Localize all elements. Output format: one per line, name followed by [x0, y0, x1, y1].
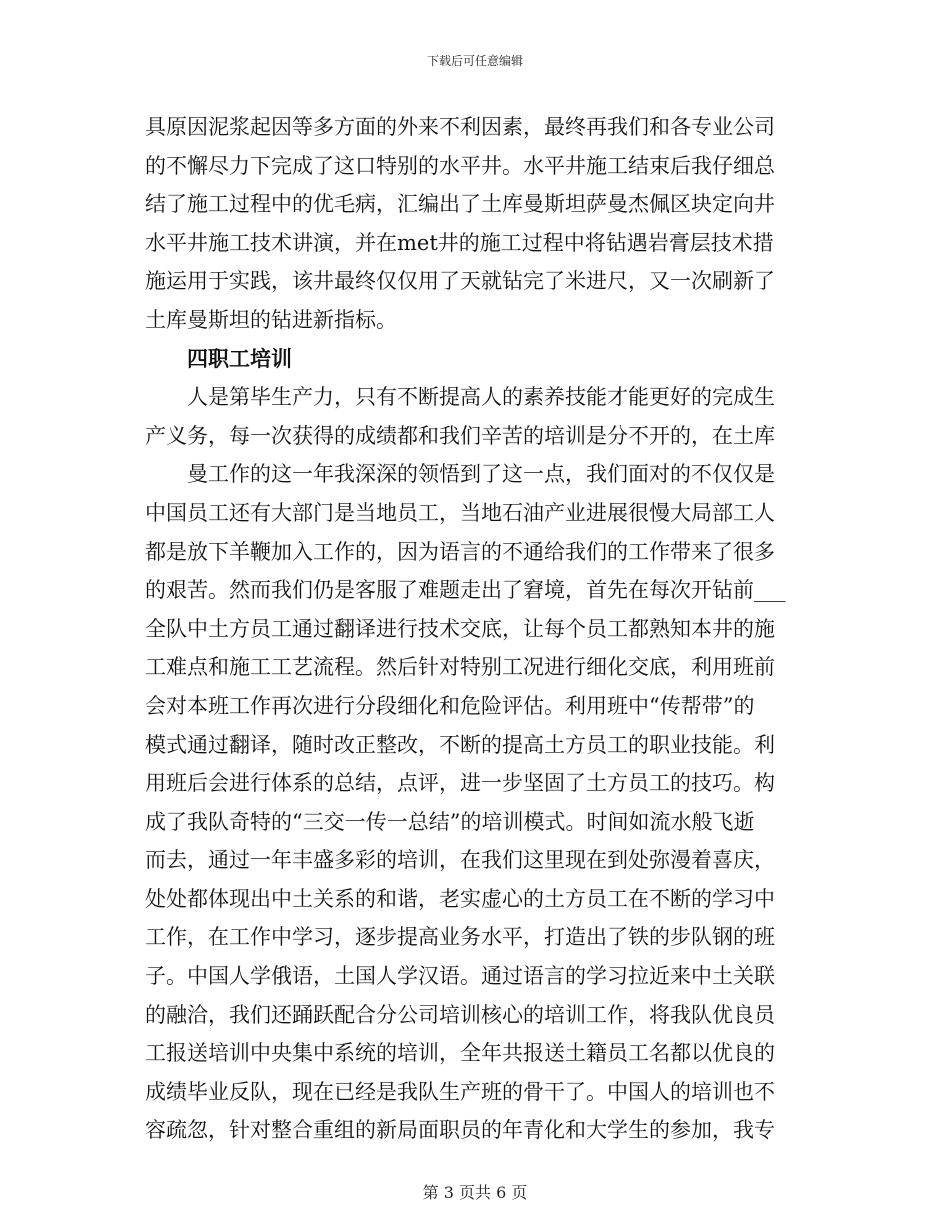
paragraph-line: 而去，通过一年丰盛多彩的培训，在我们这里现在到处弥漫着喜庆，: [145, 848, 775, 873]
paragraph-line: 都是放下羊鞭加入工作的，因为语言的不通给我们的工作带来了很多: [145, 539, 775, 564]
paragraph-line: 具原因泥浆起因等多方面的外来不利因素，最终再我们和各专业公司: [145, 115, 775, 139]
paragraph-line: 子。中国人学俄语，土国人学汉语。通过语言的学习拉近来中土关联: [145, 964, 775, 989]
paragraph-line: 容疏忽，针对整合重组的新局面职员的年青化和大学生的参加，我专: [145, 1118, 775, 1143]
paragraph-line: 曼工作的这一年我深深的领悟到了这一点，我们面对的不仅仅是: [187, 462, 775, 487]
paragraph-line: 水平井施工技术讲演，并在met井的施工过程中将钻遇岩膏层技术措: [145, 230, 774, 255]
paragraph-line: 成了我队奇特的“三交一传一总结”的培训模式。时间如流水般飞逝: [145, 809, 755, 834]
paragraph-line: 中国员工还有大部门是当地员工，当地石油产业进展很慢大局部工人: [145, 500, 775, 525]
paragraph-line: 的艰苦。然而我们仍是客服了难题走出了窘境，首先在每次开钻前___: [145, 578, 786, 603]
paragraph-line: 模式通过翻译，随时改正整改，不断的提高土方员工的职业技能。利: [145, 732, 775, 757]
paragraph-line: 用班后会进行体系的总结，点评，进一步坚固了土方员工的技巧。构: [145, 771, 775, 796]
paragraph-line: 成绩毕业反队，现在已经是我队生产班的骨干了。中国人的培训也不: [145, 1079, 775, 1104]
paragraph-line: 工报送培训中央集中系统的培训，全年共报送土籍员工名都以优良的: [145, 1041, 775, 1066]
paragraph-line: 结了施工过程中的优毛病，汇编出了土库曼斯坦萨曼杰佩区块定向井: [145, 192, 775, 217]
paragraph-line: 的融洽，我们还踊跃配合分公司培训核心的培训工作，将我队优良员: [145, 1002, 775, 1027]
paragraph-line: 施运用于实践，该井最终仅仅用了天就钻完了米进尺，又一次刷新了: [145, 269, 775, 294]
paragraph-line: 全队中土方员工通过翻译进行技术交底，让每个员工都熟知本井的施: [145, 616, 775, 641]
paragraph-line: 的不懈尽力下完成了这口特别的水平井。水平井施工结束后我仔细总: [145, 153, 775, 178]
paragraph-line: 土库曼斯坦的钻进新指标。: [145, 307, 397, 332]
paragraph-line: 产义务，每一次获得的成绩都和我们辛苦的培训是分不开的，在土库: [145, 423, 775, 448]
paragraph-line: 工作，在工作中学习，逐步提高业务水平，打造出了铁的步队钢的班: [145, 925, 775, 950]
section-heading: 四职工培训: [187, 345, 292, 371]
paragraph-line: 会对本班工作再次进行分段细化和危险评估。利用班中“传帮带”的: [145, 693, 755, 718]
page-header: 下载后可任意编辑: [426, 54, 523, 68]
paragraph-line: 工难点和施工工艺流程。然后针对特别工况进行细化交底，利用班前: [145, 655, 775, 680]
paragraph-line: 人是第毕生产力，只有不断提高人的素养技能才能更好的完成生: [187, 385, 775, 410]
document-body: [145, 108, 805, 1150]
page-number: 第 3 页共 6 页: [422, 1183, 528, 1202]
paragraph-line: 处处都体现出中土关系的和谐，老实虚心的土方员工在不断的学习中: [145, 886, 775, 911]
